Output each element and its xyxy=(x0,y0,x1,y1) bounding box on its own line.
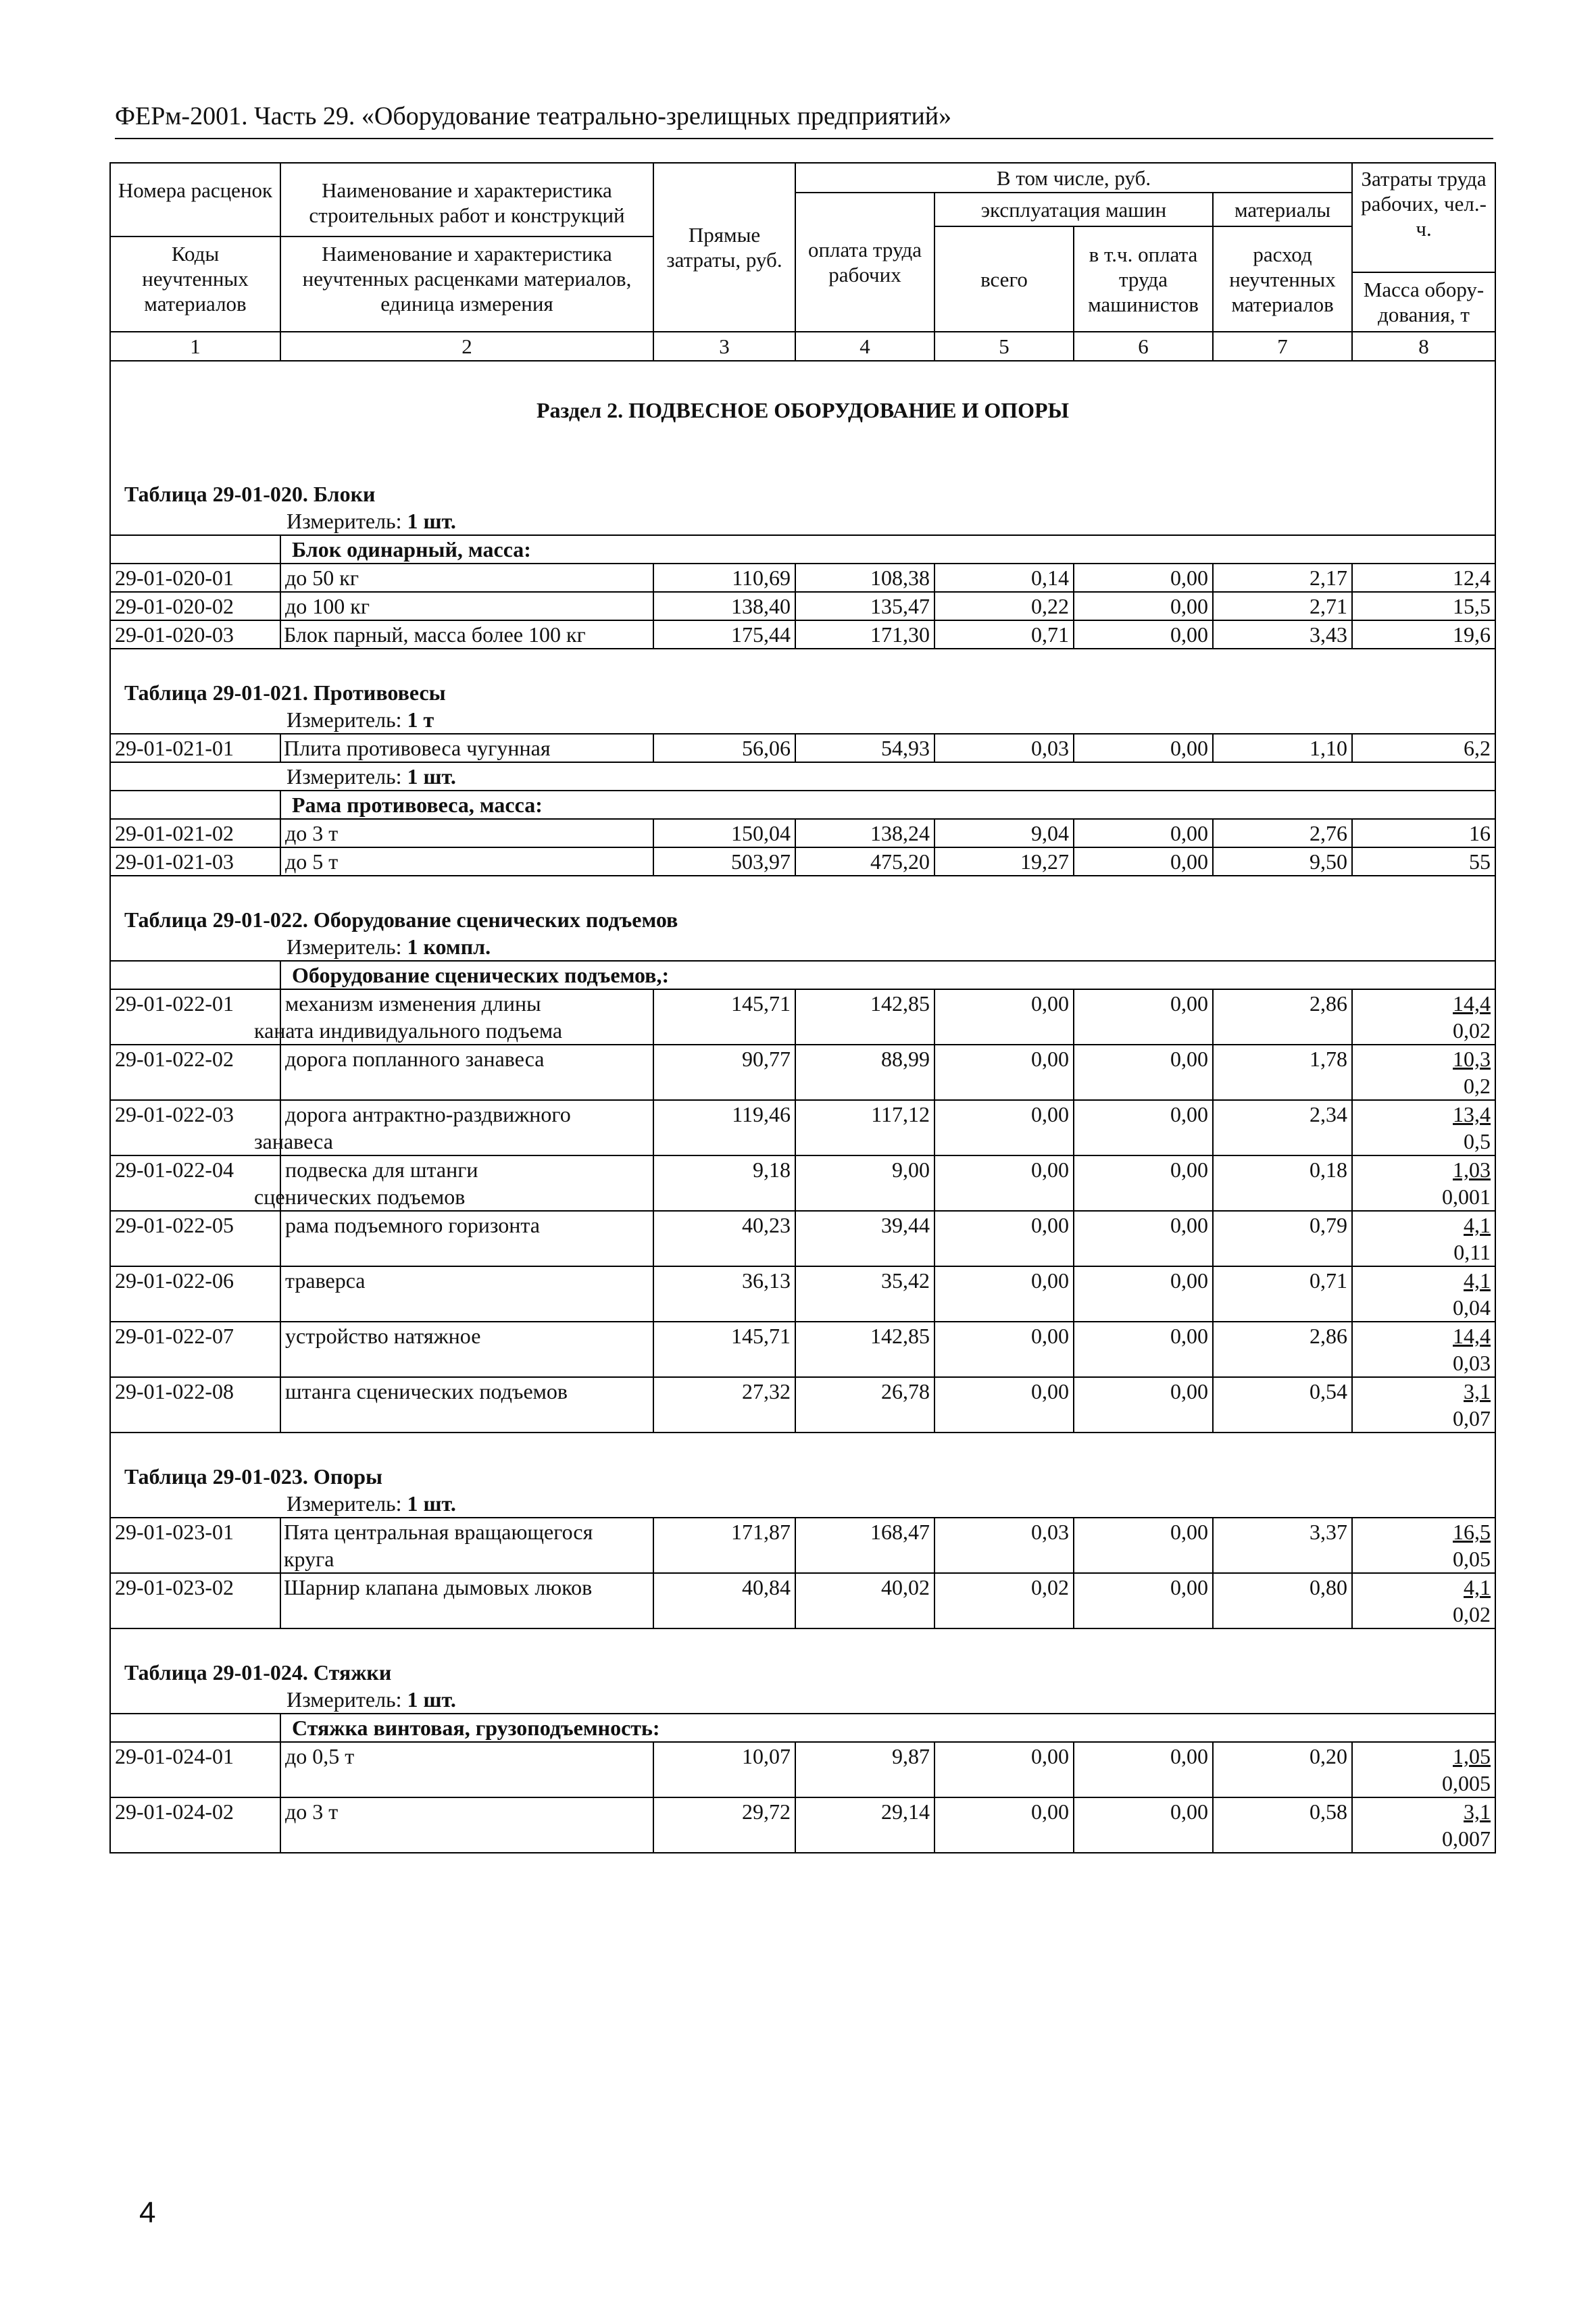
table-row: 29-01-024-01 до 0,5 т 10,07 9,87 0,00 0,00 0,20 1,05 0,005 xyxy=(110,1742,1495,1797)
table-title-024: Таблица 29-01-024. Стяжки xyxy=(110,1628,1495,1686)
table-row: 29-01-021-01 Плита противовеса чугунная 56,06 54,93 0,03 0,00 1,10 6,2 xyxy=(110,734,1495,762)
table-row: 29-01-021-03 до 5 т 503,97 475,20 19,27 0,00 9,50 55 xyxy=(110,847,1495,876)
table-row: 29-01-020-01 до 50 кг 110,69 108,38 0,14 0,00 2,17 12,4 xyxy=(110,564,1495,592)
table-row: 29-01-022-07 устройство натяжное 145,71 142,85 0,00 0,00 2,86 14,4 0,03 xyxy=(110,1322,1495,1377)
table-row: 29-01-023-01 Пята центральная вращающегося круга 171,87 168,47 0,03 0,00 3,37 16,5 0,05 xyxy=(110,1518,1495,1573)
measure-022: Измеритель: 1 компл. xyxy=(110,933,1495,961)
table-row: 29-01-022-02 дорога попланного занавеса 90,77 88,99 0,00 0,00 1,78 10,3 0,2 xyxy=(110,1045,1495,1100)
table-row: 29-01-022-03 дорога антрактно-раздвижного занавеса 119,46 117,12 0,00 0,00 2,34 13,4 0,5 xyxy=(110,1100,1495,1155)
table-title-023: Таблица 29-01-023. Опоры xyxy=(110,1433,1495,1490)
measure-023: Измеритель: 1 шт. xyxy=(110,1490,1495,1518)
group-022: Оборудование сценических подъемов,: xyxy=(280,961,1495,989)
column-numbers: 1 2 3 4 5 6 7 8 xyxy=(110,332,1495,361)
measure-021-a: Измеритель: 1 т xyxy=(110,706,1495,734)
table-row: 29-01-020-02 до 100 кг 138,40 135,47 0,22 0,00 2,71 15,5 xyxy=(110,592,1495,620)
measure-024: Измеритель: 1 шт. xyxy=(110,1686,1495,1714)
table-body xyxy=(110,361,1495,1853)
header-total: всего xyxy=(934,226,1074,332)
table-row: 29-01-022-06 траверса 36,13 35,42 0,00 0,00 0,71 4,1 0,04 xyxy=(110,1266,1495,1322)
header-names: Наименование и характеристика строительных работ и конструкций Наименование и характеристика неучтенных расценками материалов, единица измерения xyxy=(280,163,653,332)
table-row: 29-01-021-02 до 3 т 150,04 138,24 9,04 0,00 2,76 16 xyxy=(110,819,1495,847)
rates-document xyxy=(109,162,1495,1853)
header-codes: Номера расценок Коды неучтенных материалов xyxy=(110,163,280,332)
table-title-022: Таблица 29-01-022. Оборудование сценических подъемов xyxy=(110,876,1495,933)
header-including: В том числе, руб. xyxy=(795,163,1352,193)
table-row: 29-01-022-01 механизм изменения длины каната индивидуального подъема 145,71 142,85 0,00 0,00 2,86 14,4 0,02 xyxy=(110,989,1495,1045)
header-materials: материалы xyxy=(1213,193,1352,226)
header-labor-mass: Затраты труда рабочих, чел.-ч. Масса обору-дования, т xyxy=(1352,163,1495,332)
table-row: 29-01-020-03 Блок парный, масса более 100 кг 175,44 171,30 0,71 0,00 3,43 19,6 xyxy=(110,620,1495,649)
header-labor-pay: оплата труда рабочих xyxy=(795,193,934,332)
table-title-020: Таблица 29-01-020. Блоки xyxy=(110,451,1495,507)
table-row: 29-01-022-08 штанга сценических подъемов 27,32 26,78 0,00 0,00 0,54 3,1 0,07 xyxy=(110,1377,1495,1433)
measure-021-b: Измеритель: 1 шт. xyxy=(110,762,1495,791)
table-header xyxy=(110,163,1495,361)
group-024: Стяжка винтовая, грузоподъемность: xyxy=(280,1714,1495,1742)
table-row: 29-01-022-05 рама подъемного горизонта 40,23 39,44 0,00 0,00 0,79 4,1 0,11 xyxy=(110,1211,1495,1266)
table-row: 29-01-024-02 до 3 т 29,72 29,14 0,00 0,00 0,58 3,1 0,007 xyxy=(110,1797,1495,1853)
header-material-use: расход неучтенных материалов xyxy=(1213,226,1352,332)
table-row: 29-01-022-04 подвеска для штанги сценических подъемов 9,18 9,00 0,00 0,00 0,18 1,03 0,001 xyxy=(110,1155,1495,1211)
measure-020: Измеритель: 1 шт. xyxy=(110,507,1495,535)
header-operator-pay: в т.ч. оплата труда машинистов xyxy=(1074,226,1213,332)
header-direct-costs: Прямые затраты, руб. xyxy=(653,163,795,332)
group-020: Блок одинарный, масса: xyxy=(280,535,1495,564)
group-021: Рама противовеса, масса: xyxy=(280,791,1495,819)
running-head: ФЕРм-2001. Часть 29. «Оборудование театрально-зрелищных предприятий» xyxy=(115,101,1493,139)
table-row: 29-01-023-02 Шарнир клапана дымовых люков 40,84 40,02 0,02 0,00 0,80 4,1 0,02 xyxy=(110,1573,1495,1628)
table-title-021: Таблица 29-01-021. Противовесы xyxy=(110,649,1495,706)
section-title: Раздел 2. ПОДВЕСНОЕ ОБОРУДОВАНИЕ И ОПОРЫ xyxy=(110,361,1495,451)
rates-table xyxy=(109,162,1496,1853)
header-machines: эксплуатация машин xyxy=(934,193,1213,226)
page-number: 4 xyxy=(139,2196,156,2229)
